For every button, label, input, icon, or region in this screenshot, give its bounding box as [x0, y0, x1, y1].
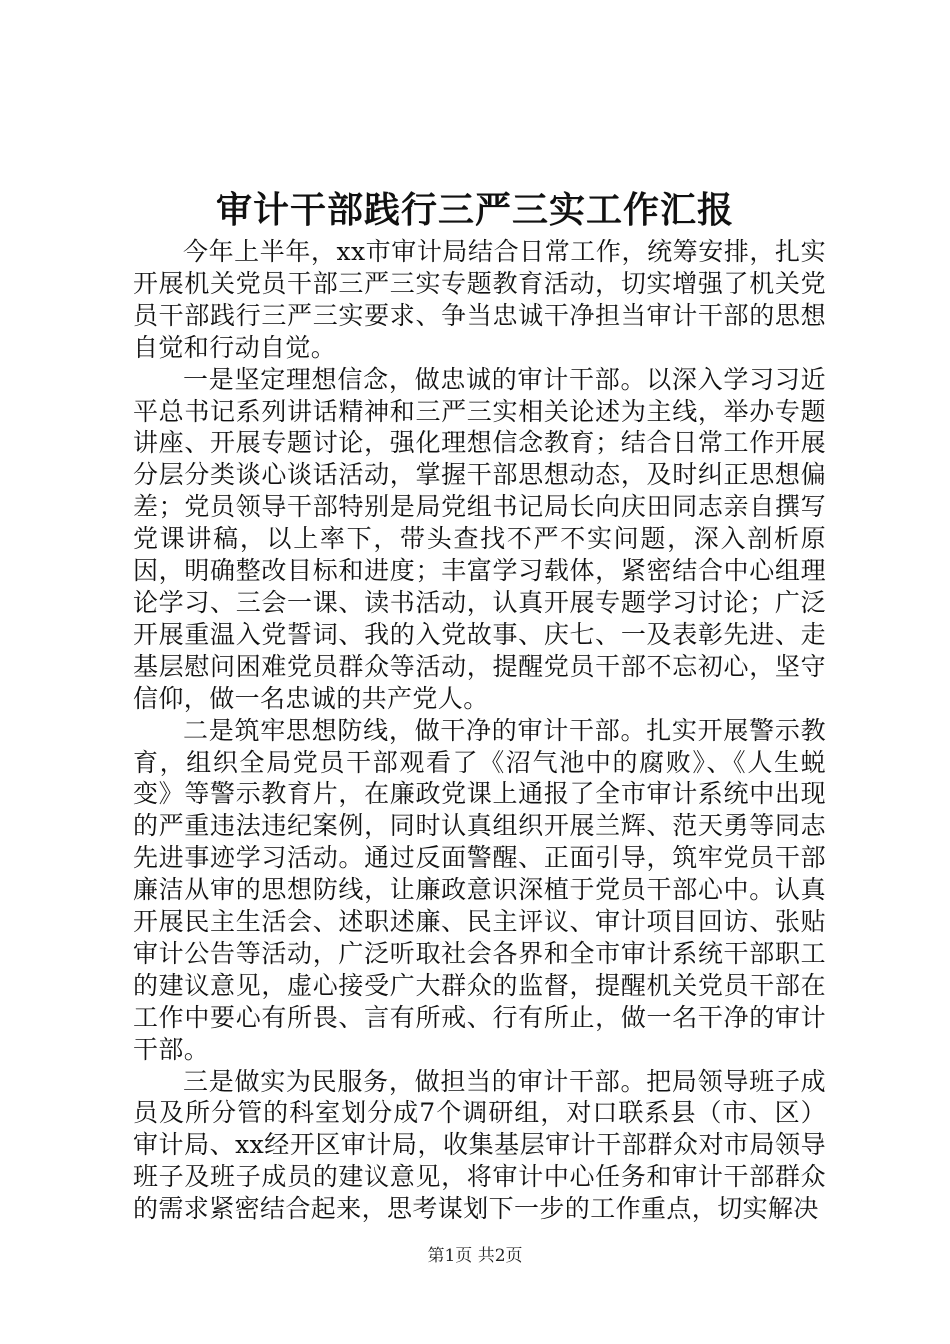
page-number-footer: 第1页 共2页	[427, 1246, 523, 1266]
document-title: 审计干部践行三严三实工作汇报	[215, 189, 734, 231]
document-body	[133, 236, 826, 1225]
paragraph-loyal: 一是坚定理想信念，做忠诚的审计干部。以深入学习习近平总书记系列讲话精神和三严三实相关论述为主线，举办专题讲座、开展专题讨论，强化理想信念教育；结合日常工作开展分层分类谈心谈话活动，掌握干部思想动态，及时纠正思想偏差；党员领导干部特别是局党组书记局长向庆田同志亲自撰写党课讲稿，以上率下，带头查找不严不实问题，深入剖析原因，明确整改目标和进度；丰富学习载体，紧密结合中心组理论学习、三会一课、读书活动，认真开展专题学习讨论；广泛开展重温入党誓词、我的入党故事、庆七、一及表彰先进、走基层慰问困难党员群众等活动，提醒党员干部不忘初心，坚守信仰，做一名忠诚的共产党人。	[133, 364, 826, 713]
paragraph-intro: 今年上半年，xx市审计局结合日常工作，统筹安排，扎实开展机关党员干部三严三实专题教育活动，切实增强了机关党员干部践行三严三实要求、争当忠诚干净担当审计干部的思想自觉和行动自觉。	[133, 237, 826, 362]
paragraph-responsible: 三是做实为民服务，做担当的审计干部。把局领导班子成员及所分管的科室划分成7个调研组，对口联系县（市、区）审计局、xx经开区审计局，收集基层审计干部群众对市局领导班子及班子成员的建议意见，将审计中心任务和审计干部群众的需求紧密结合起来，思考谋划下一步的工作重点，切实解决	[133, 1066, 826, 1224]
paragraph-clean: 二是筑牢思想防线，做干净的审计干部。扎实开展警示教育，组织全局党员干部观看了《沼气池中的腐败》、《人生蜕变》等警示教育片，在廉政党课上通报了全市审计系统中出现的严重违法违纪案例，同时认真组织开展兰辉、范天勇等同志先进事迹学习活动。通过反面警醒、正面引导，筑牢党员干部廉洁从审的思想防线，让廉政意识深植于党员干部心中。认真开展民主生活会、述职述廉、民主评议、审计项目回访、张贴审计公告等活动，广泛听取社会各界和全市审计系统干部职工的建议意见，虚心接受广大群众的监督，提醒机关党员干部在工作中要心有所畏、言有所戒、行有所止，做一名干净的审计干部。	[133, 715, 826, 1064]
